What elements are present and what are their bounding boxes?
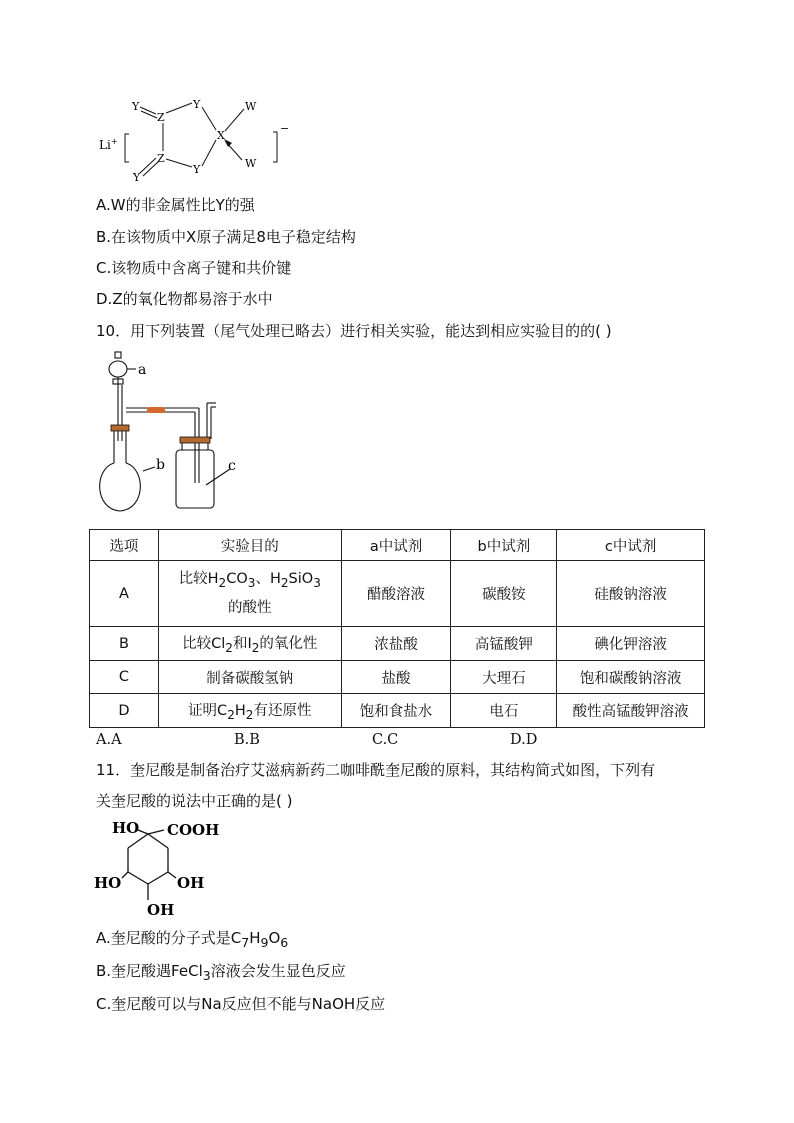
atom-y-bottomright: Y — [193, 163, 201, 176]
row-purpose: 制备碳酸氢钠 — [158, 661, 341, 694]
q11-stem-line1: 11．奎尼酸是制备治疗艾滋病新药二咖啡酰奎尼酸的原料，其结构简式如图，下列有 — [96, 761, 656, 779]
row-a-reagent: 饱和食盐水 — [341, 694, 451, 728]
row-b-reagent: 碳酸铵 — [451, 561, 557, 627]
q9-structure-diagram — [95, 92, 295, 188]
q10-answer-b: B.B — [234, 732, 260, 748]
ho-left-label: HO — [94, 874, 122, 892]
anion-charge: − — [280, 122, 290, 135]
row-option: D — [90, 694, 159, 728]
row-c-reagent: 碘化钾溶液 — [557, 627, 705, 661]
left-bracket — [125, 134, 129, 162]
q10-stem: 10．用下列装置（尾气处理已略去）进行相关实验，能达到相应实验目的的( ) — [96, 322, 612, 340]
atom-w-top: W — [245, 100, 257, 113]
q11-quinic-acid-structure — [92, 816, 232, 920]
q9-option-c: C.该物质中含离子键和共价键 — [96, 259, 292, 277]
row-c-reagent: 酸性高锰酸钾溶液 — [557, 694, 705, 728]
q9-option-d: D.Z的氧化物都易溶于水中 — [96, 290, 273, 308]
row-b-reagent: 大理石 — [451, 661, 557, 694]
label-b: b — [156, 457, 165, 473]
atom-y-bottomleft: Y — [133, 171, 141, 184]
oh-bottom-label: OH — [147, 901, 175, 919]
row-c-reagent: 硅酸钠溶液 — [557, 561, 705, 627]
li-cation: Li+ — [99, 137, 118, 152]
table-row — [90, 627, 705, 661]
row-purpose: 证明$C_2H_2$有还原性 — [158, 694, 341, 728]
table-row — [90, 694, 705, 728]
atom-z-bottom: Z — [157, 152, 165, 165]
row-option: A — [90, 561, 159, 627]
label-a: a — [138, 362, 147, 378]
row-a-reagent: 醋酸溶液 — [341, 561, 451, 627]
atom-w-bottom: W — [245, 157, 257, 170]
row-option: C — [90, 661, 159, 694]
row-a-reagent: 浓盐酸 — [341, 627, 451, 661]
row-option: B — [90, 627, 159, 661]
q9-option-b: B.在该物质中X原子满足8电子稳定结构 — [96, 228, 356, 246]
q11-option-a: A.奎尼酸的分子式是$C_7H_9O_6$ — [96, 929, 289, 950]
table-row — [90, 661, 705, 694]
flask-stopper — [111, 425, 129, 431]
cooh-label: COOH — [167, 821, 220, 839]
row-b-reagent: 高锰酸钾 — [451, 627, 557, 661]
row-c-reagent: 饱和碳酸钠溶液 — [557, 661, 705, 694]
q11-option-b: B.奎尼酸遇FeCl$_3$溶液会发生显色反应 — [96, 962, 346, 983]
bottle-stopper — [180, 437, 210, 443]
atom-y-topleft: Y — [132, 100, 140, 113]
q10-answer-a: A.A — [96, 732, 122, 748]
atom-y-topright: Y — [193, 98, 201, 111]
q11-option-c: C.奎尼酸可以与Na反应但不能与NaOH反应 — [96, 995, 386, 1013]
coordinate-bond-arrowhead — [224, 139, 232, 147]
table-header-row — [90, 530, 705, 561]
q9-option-a: A.W的非金属性比Y的强 — [96, 196, 255, 214]
table-row — [90, 561, 705, 627]
header-option: 选项 — [90, 530, 159, 561]
q10-answer-options — [96, 732, 696, 750]
row-b-reagent: 电石 — [451, 694, 557, 728]
oh-right-label: OH — [177, 874, 205, 892]
row-a-reagent: 盐酸 — [341, 661, 451, 694]
atom-x: X — [217, 129, 225, 142]
q11-stem-line2: 关奎尼酸的说法中正确的是( ) — [96, 792, 293, 810]
ho-top-label: HO — [112, 819, 140, 837]
label-c: c — [228, 458, 236, 474]
q10-answer-d: D.D — [510, 732, 538, 748]
row-purpose: 比较$H_2CO_3$、$H_2SiO_3$ 的酸性 — [158, 561, 341, 627]
q10-apparatus-diagram — [94, 345, 244, 513]
rubber-connector — [147, 407, 165, 413]
row-purpose: 比较$Cl_2$和$I_2$的氧化性 — [158, 627, 341, 661]
header-b-reagent: b中试剂 — [451, 530, 557, 561]
atom-z-top: Z — [157, 111, 165, 124]
q10-experiment-table — [89, 529, 705, 728]
q10-answer-c: C.C — [372, 732, 399, 748]
bond-lines — [140, 103, 244, 176]
right-bracket — [273, 132, 277, 162]
header-a-reagent: a中试剂 — [341, 530, 451, 561]
header-c-reagent: c中试剂 — [557, 530, 705, 561]
header-purpose: 实验目的 — [158, 530, 341, 561]
